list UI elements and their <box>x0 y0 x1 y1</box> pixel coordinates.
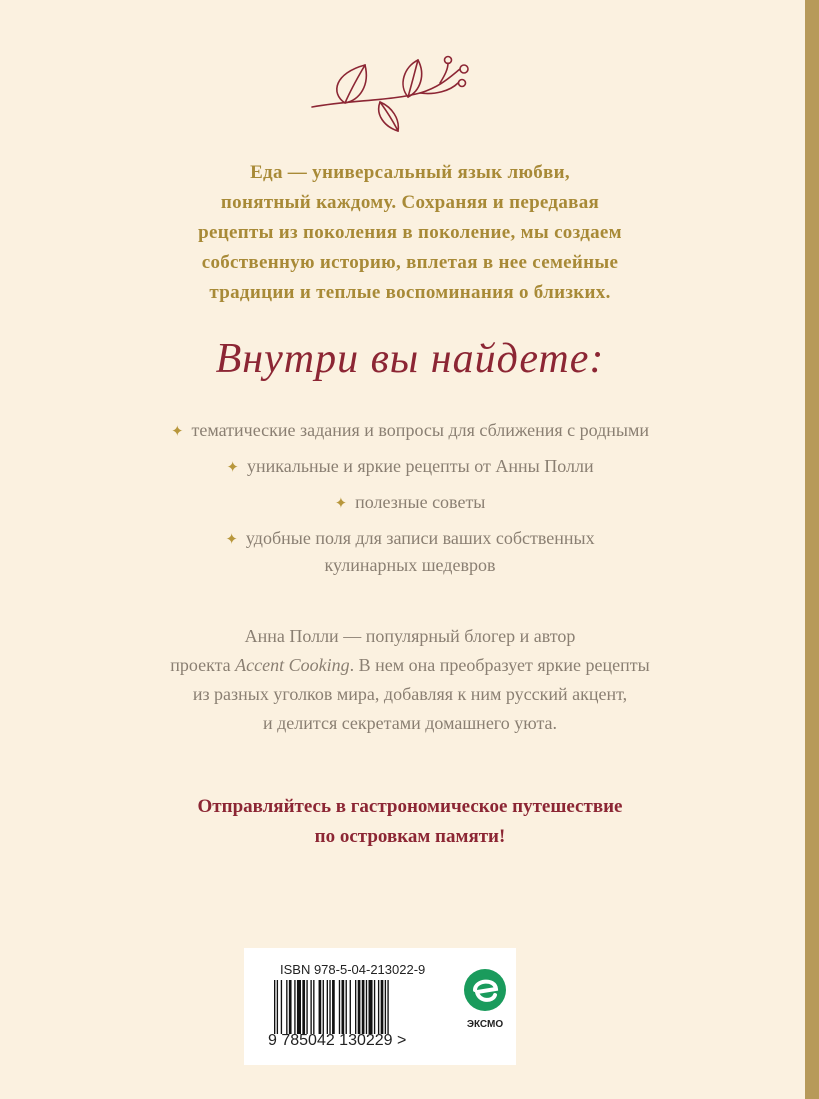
list-item <box>90 526 730 578</box>
barcode-bar <box>297 980 301 1034</box>
barcode-bar <box>274 980 275 1034</box>
barcode-bar <box>374 980 375 1034</box>
feature-text: полезные советы <box>355 492 486 512</box>
barcode-bar <box>327 980 328 1034</box>
about-text: проекта <box>170 655 231 675</box>
spine-strip <box>805 0 819 1099</box>
cta-line: по островкам памяти! <box>314 826 506 847</box>
barcode-bar <box>319 980 322 1034</box>
barcode-bar <box>310 980 311 1034</box>
barcode-bar <box>306 980 307 1034</box>
barcode-bar <box>313 980 314 1034</box>
author-about <box>120 622 700 738</box>
about-line: из разных уголков мира, добавляя к ним русский акцент, <box>192 684 628 704</box>
intro-line: рецепты из поколения в поколение, мы создаем <box>198 222 622 243</box>
feature-text: удобные поля для записи ваших собственных <box>245 528 595 548</box>
barcode-panel <box>244 948 516 1065</box>
ean-digits: 9 785042 130229 > <box>268 1032 407 1049</box>
isbn-label: ISBN 978-5-04-213022-9 <box>280 962 426 977</box>
feature-text: кулинарных шедевров <box>324 555 496 575</box>
project-name: Accent Cooking <box>235 655 350 675</box>
barcode-bar <box>350 980 351 1034</box>
about-line: и делится секретами домашнего уюта. <box>262 713 558 733</box>
sparkle-icon: ✦ <box>226 460 239 476</box>
barcode-bar <box>332 980 335 1034</box>
barcode-bar <box>355 980 356 1034</box>
barcode-bar <box>281 980 282 1034</box>
barcode-bar <box>342 980 345 1034</box>
intro-text <box>100 158 720 308</box>
about-text: . В нем она преобразует яркие рецепты <box>349 655 650 675</box>
barcode-bar <box>302 980 305 1034</box>
barcode-bar <box>385 980 386 1034</box>
barcode-bar <box>369 980 373 1034</box>
intro-line: понятный каждому. Сохраняя и передавая <box>220 192 600 213</box>
list-item <box>90 454 730 481</box>
features-list <box>90 418 730 587</box>
about-line <box>120 651 700 680</box>
barcode-bar <box>339 980 340 1034</box>
intro-line: традиции и теплые воспоминания о близких. <box>209 282 611 303</box>
barcode-bar <box>277 980 278 1034</box>
barcode-icon <box>274 980 444 1034</box>
call-to-action <box>110 792 710 852</box>
barcode-bar <box>323 980 324 1034</box>
publisher-logo <box>460 968 510 1030</box>
barcode-bar <box>387 980 388 1034</box>
barcode-bar <box>294 980 295 1034</box>
barcode-bar <box>366 980 367 1034</box>
feature-text: уникальные и яркие рецепты от Анны Полли <box>246 456 594 476</box>
barcode-bar <box>286 980 287 1034</box>
barcode-bar <box>329 980 330 1034</box>
about-line: Анна Полли — популярный блогер и автор <box>244 626 576 646</box>
sparkle-icon: ✦ <box>225 532 238 548</box>
intro-line: Еда — универсальный язык любви, <box>250 162 570 183</box>
barcode-bar <box>378 980 379 1034</box>
intro-line: собственную историю, вплетая в нее семейные <box>201 252 619 273</box>
feature-text: тематические задания и вопросы для сближения с родными <box>191 420 650 440</box>
barcode-bar <box>362 980 365 1034</box>
barcode-bar <box>358 980 361 1034</box>
publisher-name: ЭКСМО <box>466 1019 504 1030</box>
barcode-bar <box>381 980 384 1034</box>
section-heading: Внутри вы найдете: <box>215 336 605 382</box>
cta-line: Отправляйтесь в гастрономическое путешествие <box>197 796 623 817</box>
sparkle-icon: ✦ <box>170 424 184 440</box>
barcode-bar <box>346 980 347 1034</box>
barcode-bar <box>289 980 292 1034</box>
list-item <box>90 418 730 445</box>
list-item <box>90 490 730 517</box>
eksmo-logo-icon <box>463 968 507 1012</box>
branch-ornament-icon <box>300 55 480 135</box>
sparkle-icon: ✦ <box>334 496 348 512</box>
